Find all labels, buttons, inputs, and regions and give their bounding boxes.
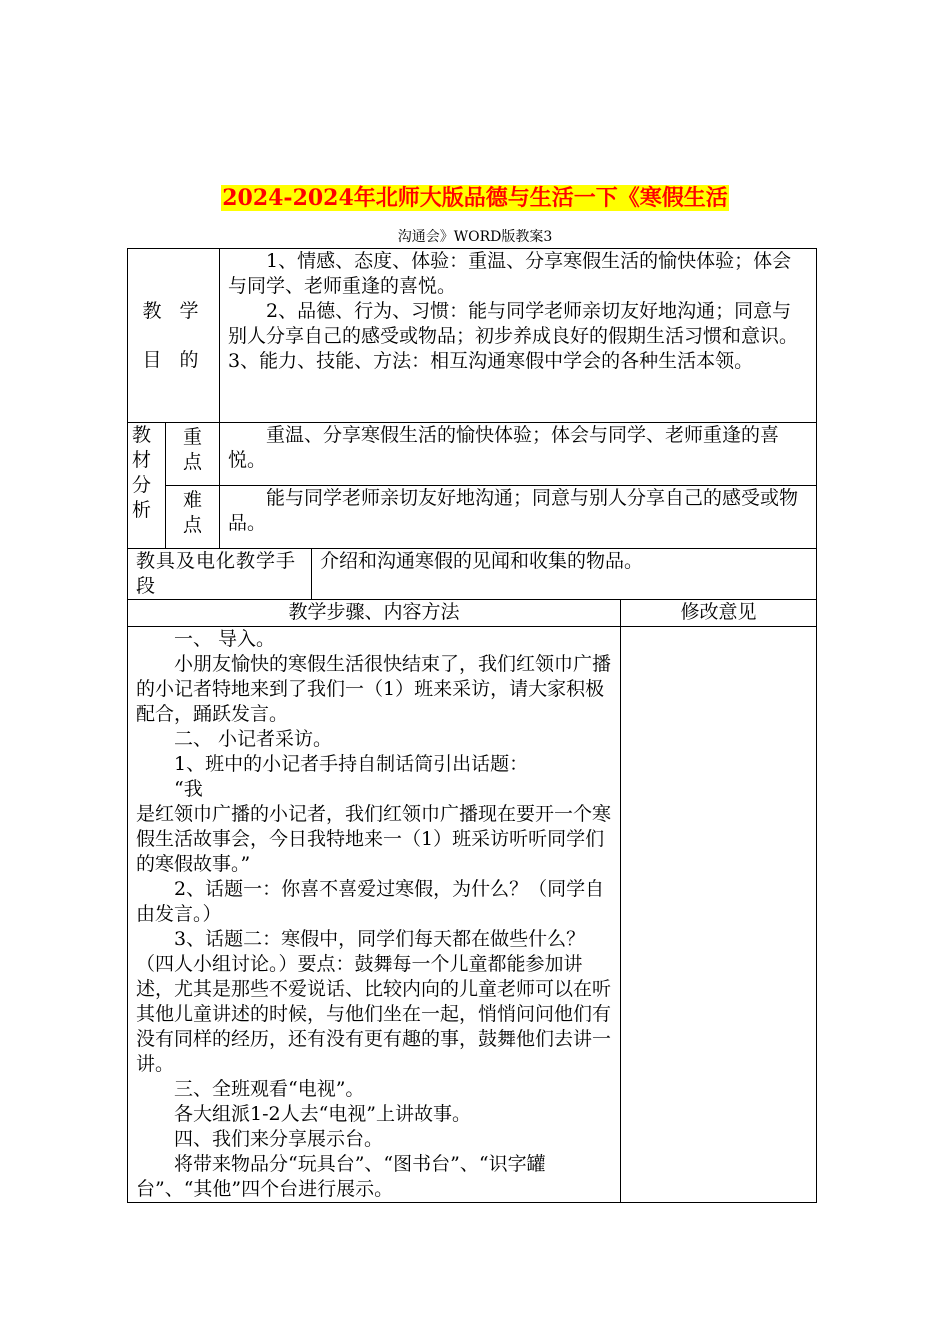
steps-content-cell bbox=[128, 627, 621, 1203]
key-points-text: 重温、分享寒假生活的愉快体验；体会与同学、老师重逢的喜悦。 bbox=[220, 423, 817, 486]
key-points-row bbox=[128, 423, 817, 486]
tools-row bbox=[128, 549, 817, 600]
step-line: 各大组派1-2人去“电视”上讲故事。 bbox=[174, 1103, 472, 1125]
tools-text: 介绍和沟通寒假的见闻和收集的物品。 bbox=[312, 549, 817, 600]
step-line: “我 bbox=[174, 778, 203, 800]
step-line: 小朋友愉快的寒假生活很快结束了，我们红领巾广播的小记者特地来到了我们一（1）班来采访，请大家积极配合，踊跃发言。 bbox=[136, 653, 612, 725]
difficulty-row bbox=[128, 486, 817, 549]
steps-header: 教学步骤、内容方法 bbox=[128, 600, 621, 627]
step-line: 2、话题一：你喜不喜爱过寒假，为什么？（同学自由发言。） bbox=[136, 878, 605, 925]
revision-cell bbox=[621, 627, 817, 1203]
steps-content-row bbox=[128, 627, 817, 1203]
document-subtitle: 沟通会》WORD版教案3 bbox=[397, 229, 553, 245]
objectives-label-cell bbox=[128, 249, 220, 423]
step-line: 1、班中的小记者手持自制话筒引出话题： bbox=[174, 753, 529, 775]
step-line: 三、全班观看“电视”。 bbox=[174, 1078, 365, 1100]
analysis-label-cell: 教材分析 bbox=[128, 423, 166, 549]
objective-3: 3、能力、技能、方法：相互沟通寒假中学会的各种生活本领。 bbox=[228, 350, 754, 372]
tools-label: 教具及电化教学手段 bbox=[128, 549, 312, 600]
objective-1: 1、情感、态度、体验：重温、分享寒假生活的愉快体验；体会与同学、老师重逢的喜悦。 bbox=[228, 250, 792, 297]
step-line: 四、我们来分享展示台。 bbox=[174, 1128, 384, 1150]
objective-2: 2、品德、行为、习惯：能与同学老师亲切友好地沟通；同意与别人分享自己的感受或物品；初步养成良好的假期生活习惯和意识。 bbox=[228, 300, 799, 347]
lesson-plan-table bbox=[127, 248, 817, 1203]
objectives-content-cell bbox=[220, 249, 817, 423]
objectives-label-line-1: 教 学 bbox=[142, 299, 205, 322]
difficulty-text: 能与同学老师亲切友好地沟通；同意与别人分享自己的感受或物品。 bbox=[220, 486, 817, 549]
title-text: 2024-2024年北师大版品德与生活一下《寒假生活 bbox=[222, 185, 728, 211]
step-line: 将带来物品分“玩具台”、“图书台”、“识字罐台”、“其他”四个台进行展示。 bbox=[136, 1153, 546, 1200]
step-line: 3、话题二：寒假中，同学们每天都在做些什么？（四人小组讨论。）要点：鼓舞每一个儿童都能参加讲述，尤其是那些不爱说话、比较内向的儿童老师可以在听其他儿童讲述的时候，与他们坐在一起，悄悄问问他们有没有同样的经历，还有没有更有趣的事，鼓舞他们去讲一讲。 bbox=[136, 928, 612, 1075]
steps-header-row bbox=[128, 600, 817, 627]
step-line: 二、 小记者采访。 bbox=[174, 728, 333, 750]
objectives-row bbox=[128, 249, 817, 423]
document-title bbox=[0, 183, 950, 213]
key-points-label: 重点 bbox=[166, 423, 220, 486]
step-line: 是红领巾广播的小记者，我们红领巾广播现在要开一个寒假生活故事会，今日我特地来一（1）班采访听听同学们的寒假故事。” bbox=[136, 803, 612, 875]
difficulty-label: 难点 bbox=[166, 486, 220, 549]
step-line: 一、 导入。 bbox=[174, 628, 276, 650]
objectives-label-line-2: 目 的 bbox=[142, 348, 205, 371]
revision-header: 修改意见 bbox=[621, 600, 817, 627]
